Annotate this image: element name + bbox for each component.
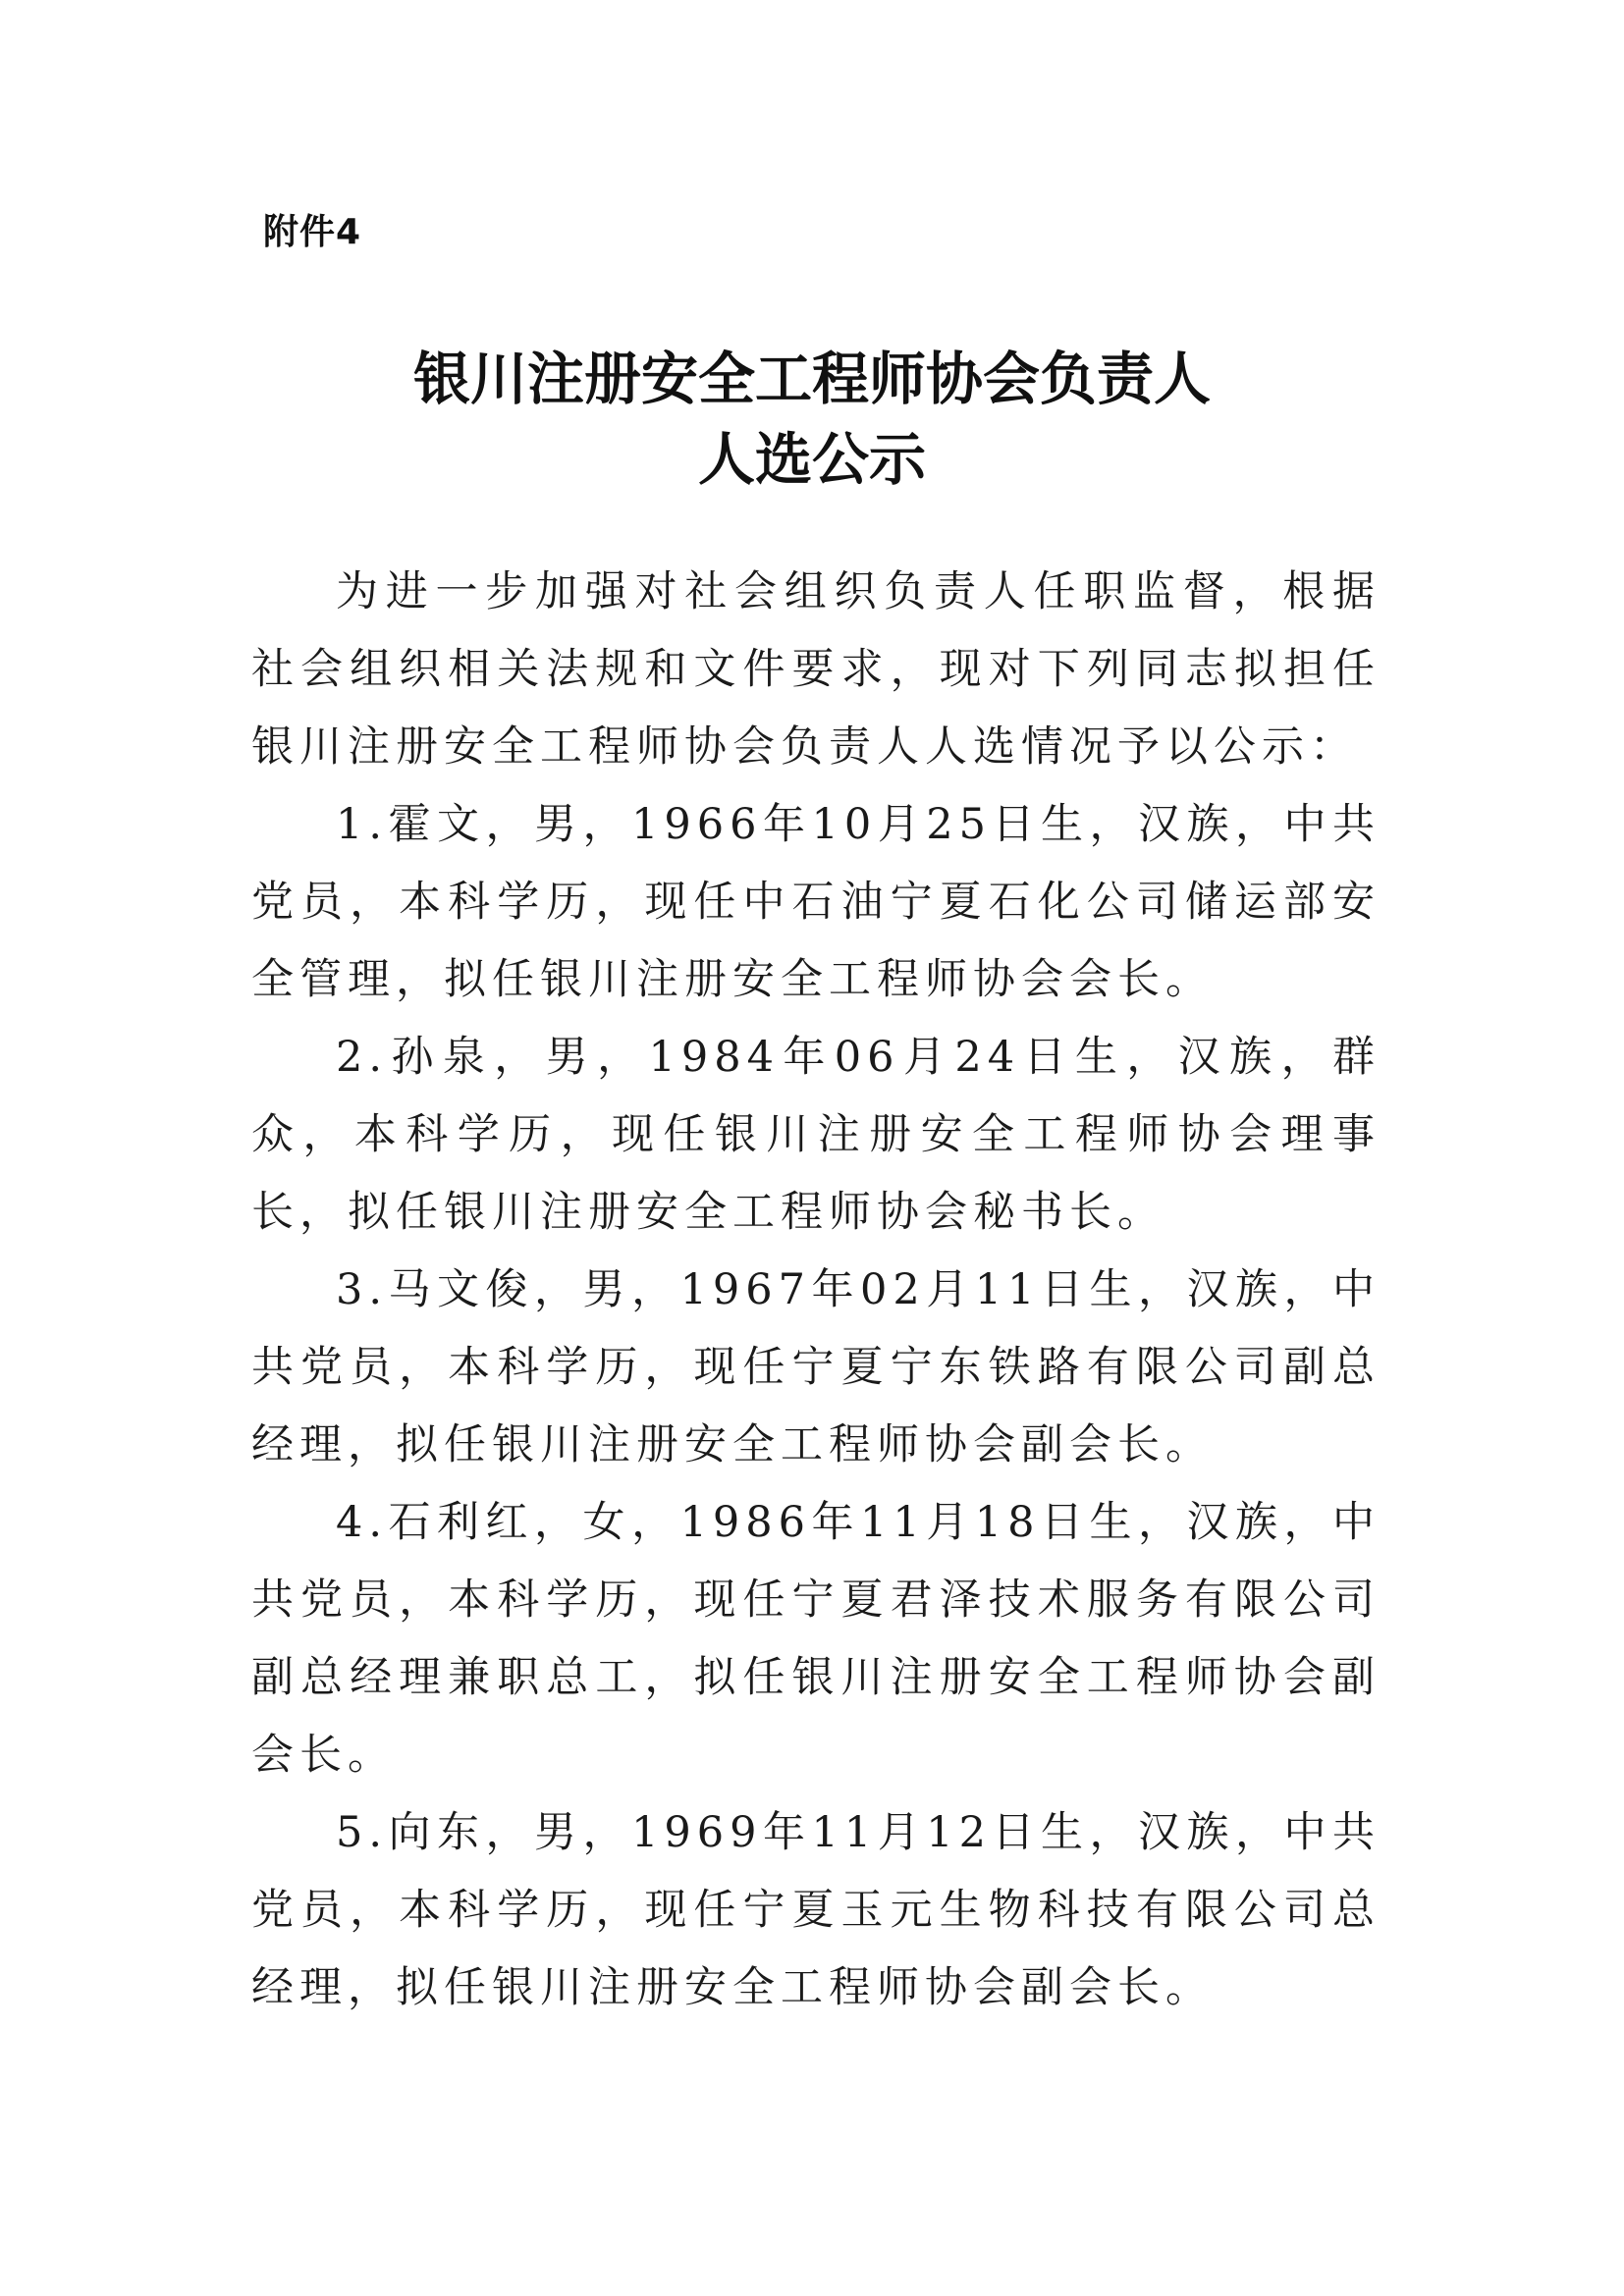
candidate-paragraph-5: 5.向东，男，1969年11月12日生，汉族，中共党员，本科学历，现任宁夏玉元生物科技有限公司总经理，拟任银川注册安全工程师协会副会长。 [251,1808,1380,2012]
candidate-paragraph-2: 2.孙泉，男，1984年06月24日生，汉族，群众，本科学历，现任银川注册安全工程师协会理事长，拟任银川注册安全工程师协会秘书长。 [251,1033,1380,1237]
candidate-paragraph-4: 4.石利红，女，1986年11月18日生，汉族，中共党员，本科学历，现任宁夏君泽技术服务有限公司副总经理兼职总工，拟任银川注册安全工程师协会副会长。 [251,1498,1380,1780]
candidate-paragraph-3: 3.马文俊，男，1967年02月11日生，汉族，中共党员，本科学历，现任宁夏宁东铁路有限公司副总经理，拟任银川注册安全工程师协会副会长。 [251,1265,1380,1469]
attachment-label: 附件4 [263,212,362,252]
document-title-line-2: 人选公示 [697,426,926,493]
candidate-paragraph-1: 1.霍文，男，1966年10月25日生，汉族，中共党员，本科学历，现任中石油宁夏石化公司储运部安全管理，拟任银川注册安全工程师协会会长。 [251,800,1380,1004]
document-body [251,554,1380,2027]
intro-paragraph: 为进一步加强对社会组织负责人任职监督，根据社会组织相关法规和文件要求，现对下列同志拟担任银川注册安全工程师协会负责人人选情况予以公示： [251,567,1380,772]
document-title-line-1: 银川注册安全工程师协会负责人 [412,346,1211,412]
